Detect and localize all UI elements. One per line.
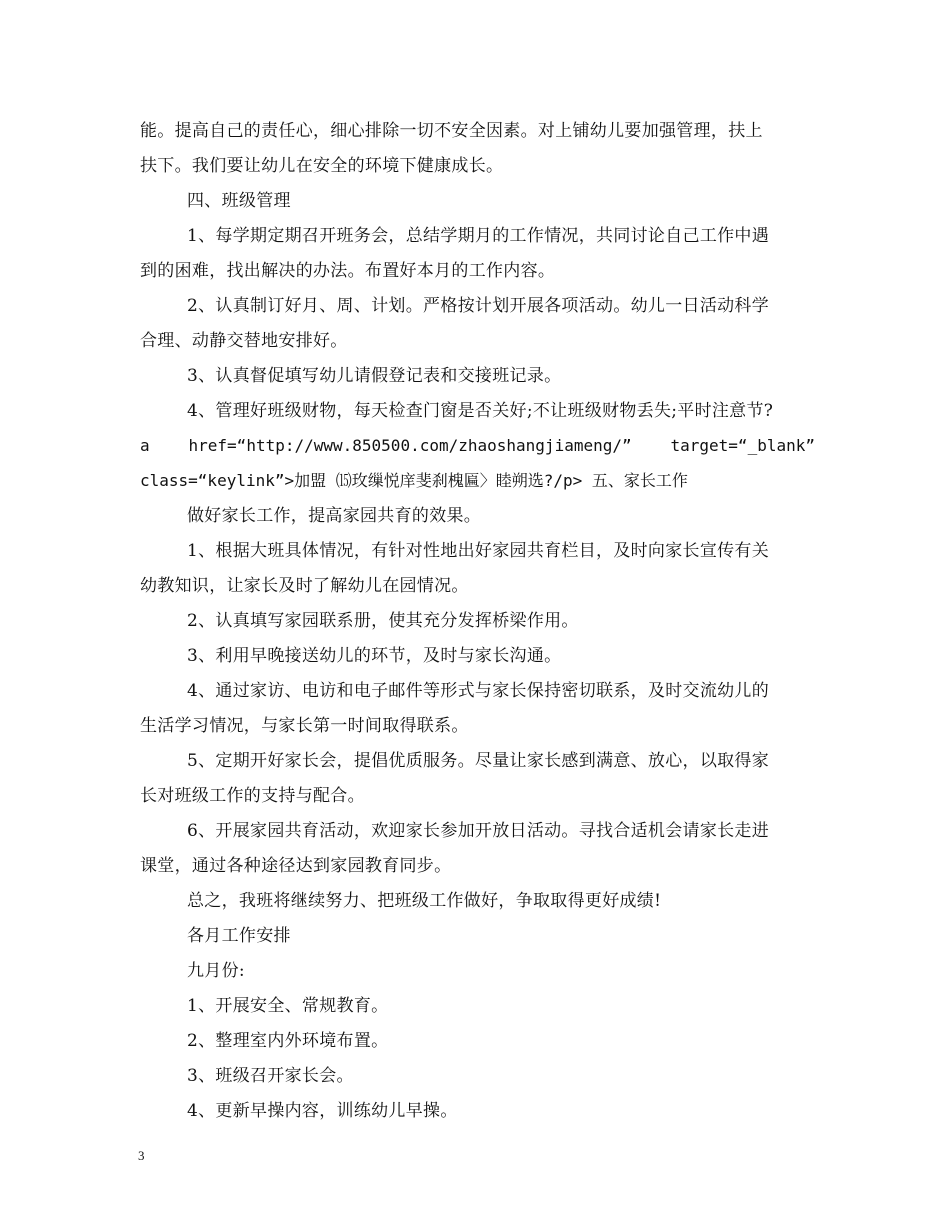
paragraph-line: 做好家长工作，提高家园共育的效果。 <box>187 506 482 526</box>
paragraph-line: 课堂，通过各种途径达到家园教育同步。 <box>140 856 452 876</box>
paragraph-line: 4、管理好班级财物，每天检查门窗是否关好;不让班级财物丢失;平时注意节? <box>187 401 774 421</box>
paragraph-line: 5、定期开好家长会，提倡优质服务。尽量让家长感到满意、放心，以取得家 <box>187 751 770 771</box>
paragraph-line: 幼教知识，让家长及时了解幼儿在园情况。 <box>140 576 469 596</box>
paragraph-line: 4、通过家访、电访和电子邮件等形式与家长保持密切联系，及时交流幼儿的 <box>187 681 770 701</box>
paragraph-line: 1、根据大班具体情况，有针对性地出好家园共育栏目，及时向家长宣传有关 <box>187 541 770 561</box>
paragraph-line: 3、认真督促填写幼儿请假登记表和交接班记录。 <box>187 366 562 386</box>
section-heading: 四、班级管理 <box>187 191 291 211</box>
link-markup-part: a <box>140 436 150 455</box>
paragraph-line: 合理、动静交替地安排好。 <box>140 331 348 351</box>
link-markup-part: href=“http://www.850500.com/zhaoshangjiameng/” <box>188 436 632 455</box>
paragraph-line: 2、认真制订好月、周、计划。严格按计划开展各项活动。幼儿一日活动科学 <box>187 296 770 316</box>
paragraph-line: 扶下。我们要让幼儿在安全的环境下健康成长。 <box>140 156 504 176</box>
raw-link-markup-line <box>140 436 815 456</box>
paragraph-line: 3、利用早晚接送幼儿的环节，及时与家长沟通。 <box>187 646 562 666</box>
paragraph-line: 2、认真填写家园联系册，使其充分发挥桥梁作用。 <box>187 611 579 631</box>
paragraph-line: 到的困难，找出解决的办法。布置好本月的工作内容。 <box>140 261 556 281</box>
list-item: 4、更新早操内容，训练幼儿早操。 <box>187 1101 458 1121</box>
paragraph-line: 6、开展家园共育活动，欢迎家长参加开放日活动。寻找合适机会请家长走进 <box>187 821 770 841</box>
paragraph-line: 能。提高自己的责任心，细心排除一切不安全因素。对上铺幼儿要加强管理，扶上 <box>140 121 763 141</box>
paragraph-line: 生活学习情况，与家长第一时间取得联系。 <box>140 716 469 736</box>
list-item: 1、开展安全、常规教育。 <box>187 996 389 1016</box>
paragraph-line: 1、每学期定期召开班务会，总结学期月的工作情况，共同讨论自己工作中遇 <box>187 226 770 246</box>
month-heading: 九月份: <box>187 961 245 981</box>
page-number: 3 <box>138 1148 145 1163</box>
paragraph-line: 总之，我班将继续努力、把班级工作做好，争取取得更好成绩! <box>187 891 662 911</box>
section-heading: 各月工作安排 <box>187 926 291 946</box>
list-item: 2、整理室内外环境布置。 <box>187 1031 389 1051</box>
list-item: 3、班级召开家长会。 <box>187 1066 354 1086</box>
link-markup-part: target=“_blank” <box>670 436 815 455</box>
paragraph-line: 长对班级工作的支持与配合。 <box>140 786 365 806</box>
paragraph-line: class=“keylink”>加盟 ⒂玫缫悦庠斐刹槐匾〉睦朔选?/p> 五、家长工作 <box>140 471 688 490</box>
